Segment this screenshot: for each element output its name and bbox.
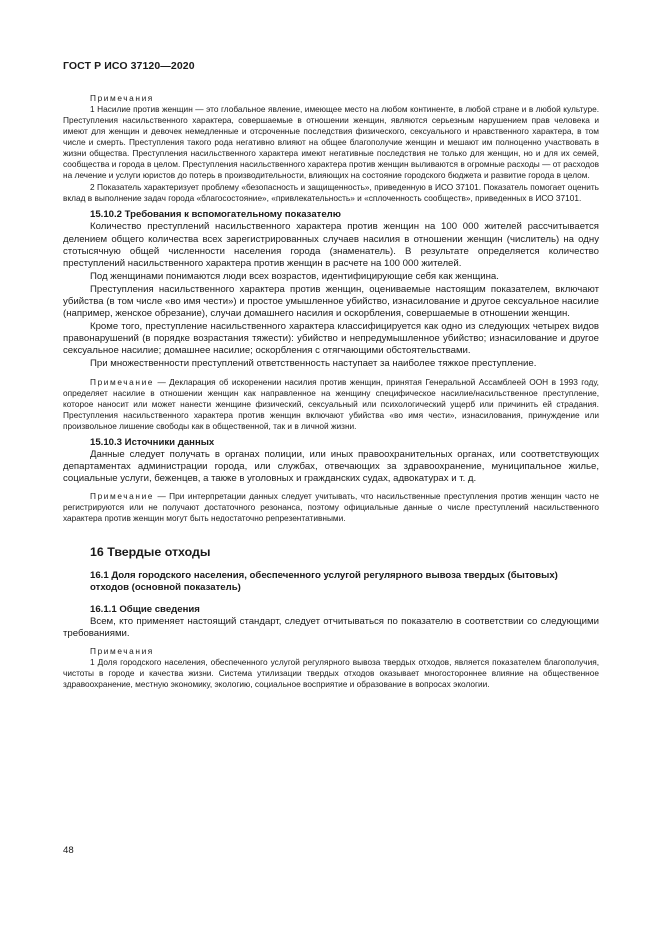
paragraph: Всем, кто применяет настоящий стандарт, следует отчитываться по показателю в соответствии со следующими требованиями. (63, 615, 599, 639)
page-content (63, 93, 599, 690)
note-item-1: 1 Насилие против женщин — это глобальное явление, имеющее место на любом континенте, в любой стране и в любой культуре. Преступления насильственного характера, совершаемые в отношении женщин, являются серьезным нарушением прав человека и имеют для женщин и девочек немедленные и отсроченные последствия физического, сексуального и нравственного характера, в том числе и смерть. Преступления такого рода негативно влияют на общее благополучие женщин и мешают им полноценно участвовать в жизни общества. Преступления насильственного характера имеют негативные последствия не только для женщин, но и для их семей, сообщества и города в целом. Преступления насильственного характера против женщин выливаются в огромные расходы — от расходов на лечение и услуги юристов до потерь в производительности, влияющих на состояние городского бюджета и развитие города в целом. (63, 104, 599, 181)
page-number: 48 (63, 845, 74, 856)
note-label: Примечание (90, 376, 155, 387)
note-item-1: 1 Доля городского населения, обеспеченного услугой регулярного вывоза твердых отходов, является показателем благополучия, чистоты в городе и качества жизни. Система утилизации твердых отходов оказывает многостороннее влияние на общественное здравоохранение, местную экономику, экологию, социальное восприятие и образование в вопросах экологии. (63, 656, 599, 689)
section-16-1-title: 16.1 Доля городского населения, обеспеченного услугой регулярного вывоза твердых (бытовых) отходов (основной показатель) (90, 570, 558, 594)
section-15-10-2-heading: 15.10.2 Требования к вспомогательному показателю (90, 209, 341, 221)
note-text: — Декларация об искоренении насилия против женщин, принятая Генеральной Ассамблеей ООН в 1993 году, определяет насилие в отношении женщин как направленное на женщину специфическое насилие/насильственное преступление, которое наносит или может нанести женщине физический, сексуальный или психологический ущерб или причинить ей страдания. Преступления насильственного характера против женщин включают убийства «во имя чести», изнасилования, принуждение или произвольное лишение свободы как в общественной, так и в личной жизни. (63, 376, 599, 431)
paragraph: Данные следует получать в органах полиции, или иных правоохранительных органах, или соответствующих департаментах администрации города, или службах, отвечающих за здравоохранение, муниципальное жилье, социальные услуги, беженцев, а также в уголовных и гражданских судах, адвокатурах и т. д. (63, 448, 599, 484)
section-15-10-3-heading: 15.10.3 Источники данных (90, 436, 215, 448)
document-code-header: ГОСТ Р ИСО 37120—2020 (63, 60, 195, 72)
note-label: Примечание (90, 491, 155, 502)
note-text: — При интерпретации данных следует учитывать, что насильственные преступления против женщин часто не регистрируются или не получают достаточного резонанса, поэтому официальные данные о числе преступлений насильственного характера против женщин могут быть недостаточно репрезентативными. (63, 491, 599, 524)
paragraph: Кроме того, преступление насильственного характера классифицируется как одно из следующих четырех видов правонарушений (в порядке возрастания тяжести): убийство и непредумышленное убийство; изнасилование и другое сексуальное насилие; домашнее насилие; оскорбления с отягчающими обстоятельствами. (63, 321, 599, 357)
notes-title: Примечания (90, 93, 154, 103)
paragraph: Под женщинами понимаются люди всех возрастов, идентифицирующие себя как женщина. (90, 270, 499, 282)
paragraph: Преступления насильственного характера против женщин, оцениваемые настоящим показателем, включают убийства (в том числе «во имя чести») и простое умышленное убийство, изнасилование и другое сексуальное насилие (например, женское обрезание), случаи домашнего насилия и оскорбления, совершаемые в отношении женщин. (63, 283, 599, 320)
section-16-1-1-heading: 16.1.1 Общие сведения (90, 603, 200, 615)
note-item-2: 2 Показатель характеризует проблему «безопасность и защищенность», приведенную в ИСО 37101. Показатель помогает оценить вклад в выполнение задач города «благосостояние», «привлекательность» и «сплоченность сообществ», приведенных в ИСО 37101. (63, 182, 599, 204)
notes-title: Примечания (90, 645, 154, 656)
note-violence-declaration (63, 377, 599, 432)
note-data-interpretation (63, 491, 599, 524)
paragraph: Количество преступлений насильственного характера против женщин на 100 000 жителей рассчитывается делением общего количества всех зарегистрированных случаев насилия в отношении женщин (числитель) на одну стотысячную общей численности населения города (знаменатель). В результате определяется количество преступлений насильственного характера против женщин в расчете на 100 000 жителей. (63, 221, 599, 269)
paragraph: При множественности преступлений ответственность наступает за наиболее тяжкое преступление. (90, 358, 537, 370)
section-16-title: 16 Твердые отходы (90, 545, 211, 560)
